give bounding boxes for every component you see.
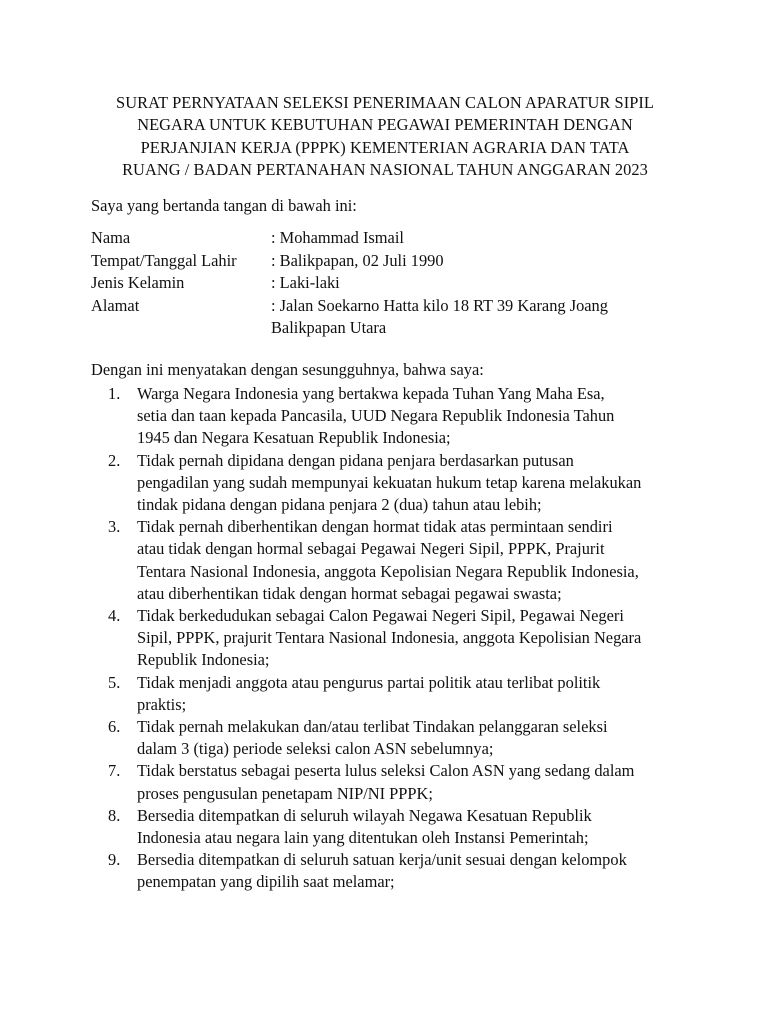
list-number: 5. (108, 672, 121, 692)
list-line: tindak pidana dengan pidana penjara 2 (dua) tahun atau lebih; (137, 495, 542, 515)
list-line: atau tidak dengan hormal sebagai Pegawai Negeri Sipil, PPPK, Prajurit (137, 539, 605, 559)
title-line: NEGARA UNTUK KEBUTUHAN PEGAWAI PEMERINTAH DENGAN (137, 115, 633, 135)
list-line: atau diberhentikan tidak dengan hormat sebagai pegawai swasta; (137, 583, 562, 603)
list-item (91, 672, 691, 716)
title-line: PERJANJIAN KERJA (PPPK) KEMENTERIAN AGRARIA DAN TATA (140, 137, 630, 157)
identity-label: Tempat/Tanggal Lahir (91, 250, 237, 270)
list-text (137, 716, 691, 760)
identity-value (271, 227, 691, 250)
list-number: 9. (108, 850, 121, 870)
list-item (91, 849, 691, 893)
list-item (91, 805, 691, 849)
list-number: 2. (108, 450, 121, 470)
identity-row-alamat (91, 295, 691, 340)
intro-text: Saya yang bertanda tangan di bawah ini: (91, 196, 357, 215)
list-number: 6. (108, 717, 121, 737)
title-line: SURAT PERNYATAAN SELEKSI PENERIMAAN CALON APARATUR SIPIL (116, 93, 654, 112)
identity-value-line: Balikpapan Utara (271, 318, 387, 337)
list-number: 4. (108, 606, 121, 626)
identity-row-nama (91, 227, 691, 250)
list-item (91, 383, 691, 450)
identity-row-ttl (91, 250, 691, 273)
list-item (91, 450, 691, 517)
list-item (91, 716, 691, 760)
list-number: 3. (108, 517, 121, 537)
list-line: proses pengusulan penetapam NIP/NI PPPK; (137, 783, 433, 803)
list-line: setia dan taan kepada Pancasila, UUD Negara Republik Indonesia Tahun (137, 406, 615, 426)
list-line: Tidak pernah melakukan dan/atau terlibat Tindakan pelanggaran seleksi (137, 717, 608, 737)
identity-label: Alamat (91, 295, 140, 315)
title-line: RUANG / BADAN PERTANAHAN NASIONAL TAHUN ANGGARAN 2023 (122, 159, 648, 179)
list-text (137, 516, 691, 605)
identity-value (271, 250, 691, 273)
list-number: 8. (108, 805, 121, 825)
list-line: dalam 3 (tiga) periode seleksi calon ASN sebelumnya; (137, 739, 494, 759)
list-text (137, 450, 691, 517)
identity-value (271, 295, 691, 340)
list-text (137, 383, 691, 450)
list-text (137, 805, 691, 849)
identity-value-line: : Balikpapan, 02 Juli 1990 (271, 250, 444, 270)
list-line: Tidak berstatus sebagai peserta lulus seleksi Calon ASN yang sedang dalam (137, 761, 635, 781)
list-line: Indonesia atau negara lain yang ditentukan oleh Instansi Pemerintah; (137, 828, 589, 848)
list-item (91, 760, 691, 804)
list-line: Bersedia ditempatkan di seluruh satuan kerja/unit sesuai dengan kelompok (137, 850, 627, 870)
list-line: Tidak pernah dipidana dengan pidana penjara berdasarkan putusan (137, 450, 574, 470)
identity-label: Jenis Kelamin (91, 273, 185, 292)
list-line: Tidak pernah diberhentikan dengan hormat tidak atas permintaan sendiri (137, 517, 613, 537)
identity-label: Nama (91, 228, 131, 247)
list-line: Sipil, PPPK, prajurit Tentara Nasional Indonesia, anggota Kepolisian Negara (137, 628, 642, 648)
list-line: Tidak menjadi anggota atau pengurus partai politik atau terlibat politik (137, 672, 601, 692)
list-line: 1945 dan Negara Kesatuan Republik Indonesia; (137, 428, 451, 448)
identity-block (91, 227, 691, 340)
statement-text: Dengan ini menyatakan dengan sesungguhnya, bahwa saya: (91, 360, 484, 379)
identity-value-line: : Jalan Soekarno Hatta kilo 18 RT 39 Karang Joang (271, 295, 608, 315)
list-line: Warga Negara Indonesia yang bertakwa kepada Tuhan Yang Maha Esa, (137, 384, 605, 403)
list-line: penempatan yang dipilih saat melamar; (137, 872, 395, 892)
identity-value-line: : Mohammad Ismail (271, 228, 404, 247)
list-line: Tidak berkedudukan sebagai Calon Pegawai Negeri Sipil, Pegawai Negeri (137, 606, 624, 626)
list-number: 7. (108, 761, 121, 781)
list-item (91, 516, 691, 605)
list-text (137, 760, 691, 804)
identity-value-line: : Laki-laki (271, 273, 340, 292)
identity-row-jenis-kelamin (91, 272, 691, 295)
list-line: Republik Indonesia; (137, 650, 270, 670)
list-text (137, 605, 691, 672)
list-item (91, 605, 691, 672)
statement-list (91, 383, 691, 894)
list-text (137, 672, 691, 716)
list-line: Bersedia ditempatkan di seluruh wilayah Negawa Kesatuan Republik (137, 805, 592, 825)
list-number: 1. (108, 384, 121, 403)
list-text (137, 849, 691, 893)
list-line: Tentara Nasional Indonesia, anggota Kepolisian Negara Republik Indonesia, (137, 561, 639, 581)
list-line: pengadilan yang sudah mempunyai kekuatan hukum tetap karena melakukan (137, 472, 642, 492)
identity-value (271, 272, 691, 295)
list-line: praktis; (137, 694, 187, 714)
document-title (80, 92, 690, 181)
